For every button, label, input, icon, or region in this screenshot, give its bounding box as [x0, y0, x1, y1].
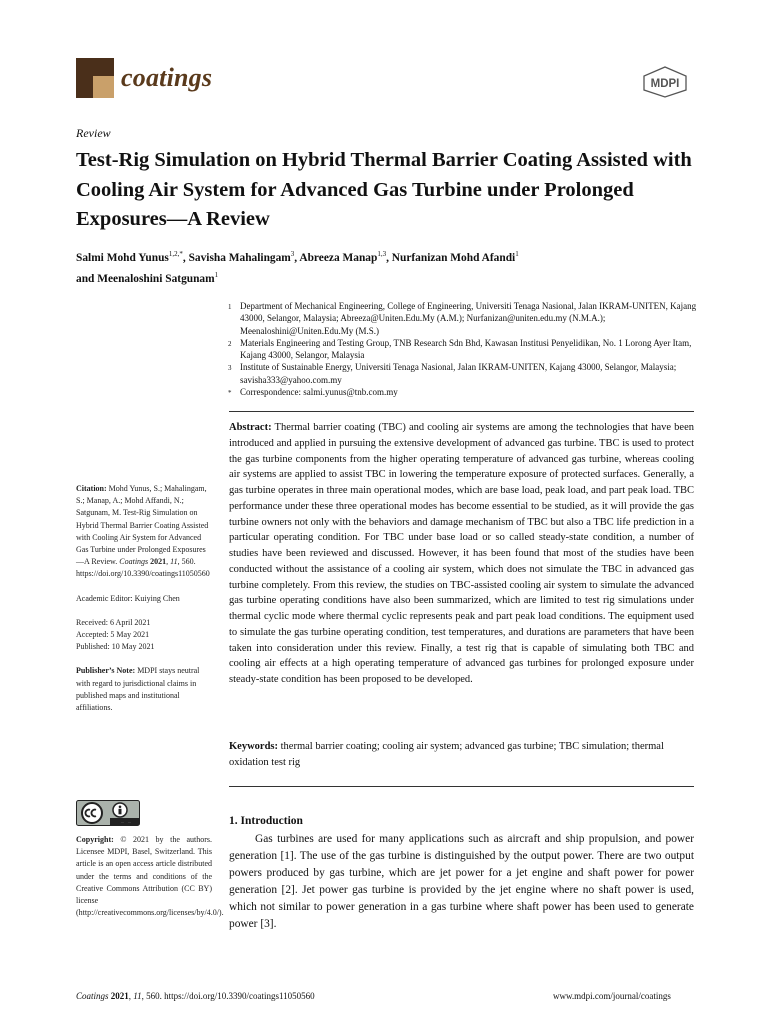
accepted-date: Accepted: 5 May 2021 [76, 630, 150, 640]
citation-text: Mohd Yunus, S.; Mahalingam, S.; Manap, A.; Mohd Affandi, N.; Satgunam, M. Test-Rig Simulation on Hybrid Thermal Barrier Coating Assisted with Cooling Air System for Advanced Gas Turbine under Prolonged Exposures—A Review. [76, 484, 209, 567]
citation-label: Citation: [76, 484, 107, 493]
affiliation-text: Department of Mechanical Engineering, College of Engineering, Universiti Tenaga Nasional, Jalan IKRAM-UNITEN, Kajang 43000, Selangor, Malaysia; Abreeza@Uniten.Edu.My (A.M.); Nurfanizan@uniten.edu.my (N.M.A.); Meenaloshini@Uniten.Edu.My (M.S.) [240, 301, 697, 336]
published-date: Published: 10 May 2021 [76, 642, 155, 652]
affiliations [228, 300, 698, 399]
keywords-bottom-rule [229, 786, 694, 787]
academic-editor: Academic Editor: Kuiying Chen [76, 593, 180, 603]
affiliation-item [228, 337, 698, 362]
footer-volume: 11 [133, 991, 142, 1001]
copyright-notice [76, 834, 224, 919]
footer-citation: Coatings 2021, 11, 560. https://doi.org/10.3390/coatings11050560 [76, 991, 315, 1001]
author-affiliation-marker: 1,2,* [168, 250, 183, 258]
author-affiliation-marker: 1 [214, 270, 219, 279]
copyright-text: © 2021 by the authors. Licensee MDPI, Basel, Switzerland. This article is an open access article distributed under the terms and conditions of the Creative Commons Attribution (CC BY) license (http://creativecommons.org/licenses/by/4.0/). [76, 835, 224, 918]
affiliation-number: 3 [228, 364, 232, 373]
publisher-note [76, 665, 212, 714]
affiliation-text: Materials Engineering and Testing Group, TNB Research Sdn Bhd, Kawasan Institusi Penyelidikan, No. 1 Lorong Ayer Itam, Kajang 43000, Selangor, Malaysia [240, 337, 692, 361]
copyright-label: Copyright: [76, 835, 114, 844]
journal-logo-icon [76, 58, 114, 98]
citation-volume: 11 [170, 557, 178, 567]
footer-year: 2021 [110, 991, 129, 1001]
affiliation-item [228, 361, 698, 386]
author-name: and Meenaloshini Satgunam [76, 272, 215, 285]
affiliation-number: 2 [228, 339, 232, 348]
abstract-label: Abstract: [229, 422, 272, 433]
section-heading-introduction: 1. Introduction [229, 815, 303, 827]
citation-block: Citation: Mohd Yunus, S.; Mahalingam, S.; Manap, A.; Mohd Affandi, N.; Satgunam, M. Test-Rig Simulation on Hybrid Thermal Barrier Coating Assisted with Cooling Air System for Advanced Gas Turbine under Prolonged Exposures—A Review. Coatings 2021, 11, 560. https://doi.org/10.3390/coatings11050560 [76, 484, 210, 579]
introduction-paragraph [229, 831, 694, 933]
abstract-top-rule [229, 411, 694, 412]
author-list: Salmi Mohd Yunus$^{1,2,*}$, Savisha Mahalingam$^3$, Abreeza Manap$^{1,3}$, Nurfanizan Mohd Afandi$^1$ and Meenaloshini Satgunam$^1$ [76, 250, 519, 285]
introduction-text: Gas turbines are used for many applications such as aircraft and ship propulsion, and power generation [1]. The use of the gas turbine is distinguished by the output power. There are two output powers produced by gas turbine, which are jet power for a jet engine and shaft power for power generation [2]. Jet power gas turbine is provided by the jet engine where no shaft power is used, which not similar to power generation in a gas turbine where shaft power has been used to generate power [3]. [229, 833, 694, 930]
author-name: Nurfanizan Mohd Afandi [391, 251, 516, 264]
affiliation-text: Institute of Sustainable Energy, Universiti Tenaga Nasional, Jalan IKRAM-UNITEN, Kajang 43000, Selangor, Malaysia; savisha333@yahoo.com.my [240, 362, 677, 385]
publisher-note-label: Publisher’s Note: [76, 666, 136, 676]
publisher-note-text: MDPI stays neutral with regard to jurisdictional claims in published maps and institutional affiliations. [76, 666, 200, 713]
affiliation-number: * [228, 389, 232, 398]
author-name: Abreeza Manap [299, 251, 378, 264]
citation-journal: Coatings [119, 557, 149, 567]
sidebar [76, 483, 212, 726]
paper-title: Test-Rig Simulation on Hybrid Thermal Barrier Coating Assisted with Cooling Air System for Advanced Gas Turbine under Prolonged Exposures—A Review [76, 149, 692, 230]
citation-doi[interactable]: , 560. https://doi.org/10.3390/coatings11050560 [76, 557, 210, 579]
author-affiliation-marker: 1,3 [377, 250, 387, 258]
affiliation-item [228, 386, 698, 399]
keywords [229, 739, 694, 771]
received-date: Received: 6 April 2021 [76, 617, 151, 627]
citation-year: 2021 [150, 557, 167, 567]
author-name: Savisha Mahalingam [188, 251, 291, 264]
abstract [229, 420, 694, 688]
author-affiliation-marker: 1 [515, 250, 519, 258]
mdpi-logo-text: MDPI [650, 78, 680, 90]
author-name: Salmi Mohd Yunus [76, 251, 169, 264]
dates-block [76, 617, 212, 654]
affiliation-number: 1 [228, 303, 232, 311]
keywords-label: Keywords: [229, 741, 278, 752]
keywords-text: thermal barrier coating; cooling air system; advanced gas turbine; TBC simulation; thermal oxidation test rig [229, 741, 664, 768]
article-type: Review [76, 126, 111, 140]
journal-name: coatings [121, 63, 213, 92]
footer-journal-url[interactable]: www.mdpi.com/journal/coatings [553, 991, 671, 1001]
footer-doi-link[interactable]: , 560. https://doi.org/10.3390/coatings11050560 [141, 991, 315, 1001]
footer-journal: Coatings [76, 991, 109, 1001]
affiliation-item [228, 300, 698, 337]
affiliation-text: Correspondence: salmi.yunus@tnb.com.my [240, 387, 398, 398]
mdpi-logo-icon [640, 66, 690, 98]
cc-by-license-icon[interactable] [76, 800, 140, 826]
abstract-text: Thermal barrier coating (TBC) and cooling air systems are among the technologies that have been introduced and applied in pursuing the extensive development of advanced gas turbine. TBC is used to protect the gas turbine components from the higher operating temperature of advanced gas turbine, whereas cooling air systems are applied to assist TBC in lowering the temperature exposure of protected surfaces. Generally, a gas turbine operates in three main operational modes, which are base load, peak load, and part peak load. TBC performance under these three operational modes has become essential to be studied, as it will provide the gas turbine owners not only with the behaviors and damage mechanism of TBC but also a TBC life prediction in a particular operating condition. For TBC under base load or so called steady-state condition, a number of studies have been reviewed and discussed. However, it has been found that most of the studies have been conducted without the assistance of a cooling air system, which does not simulate the TBC in advanced gas turbine completely. From this review, the studies on TBC-assisted cooling air system to simulate the advanced gas turbine operating conditions have also been summarized, which are limited to test rig simulations under thermal cyclic mode where thermal cyclic represents peak and part peak load conditions. The equipment used to simulate the gas turbine operating condition, test temperatures, and durations are parameters that have been taken into consideration under this review. Finally, a test rig that is capable of simulating both TBC and cooling air effects at a high operating temperature of advanced gas turbines for prolonged exposure under steady-state condition has been proposed to be developed. [229, 422, 694, 685]
author-affiliation-marker: 3 [290, 250, 295, 258]
